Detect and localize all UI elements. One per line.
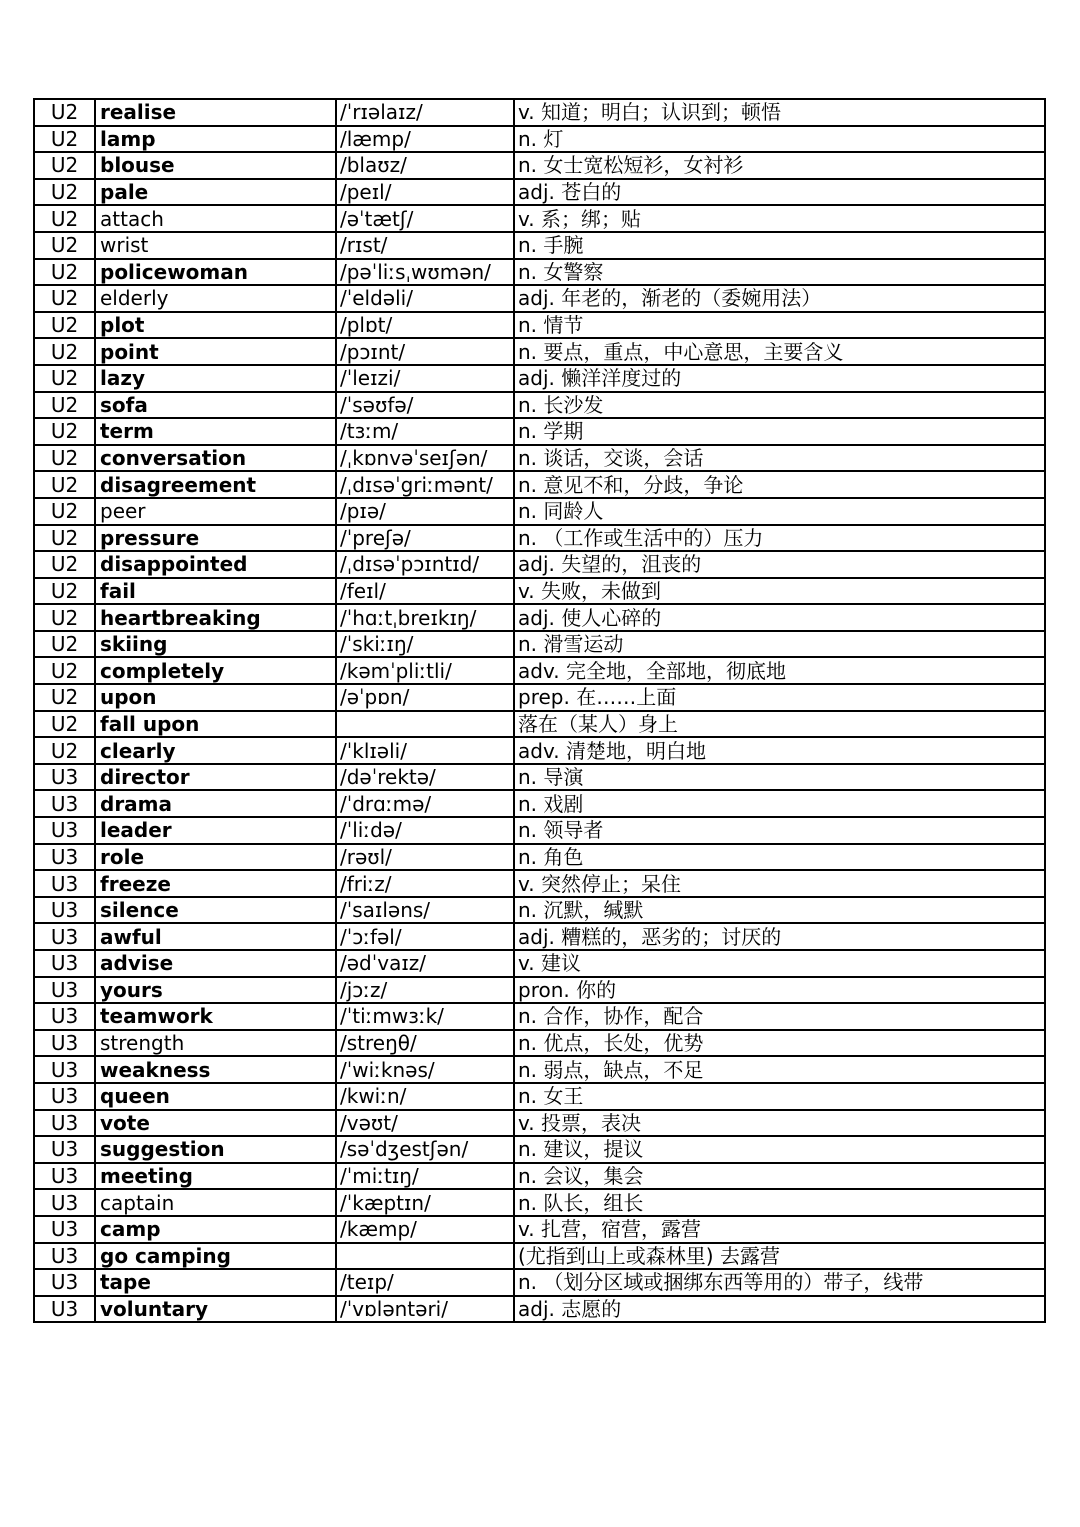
meaning-cell: n. 戏剧 [514, 790, 1045, 817]
word-cell: lamp [95, 126, 336, 153]
meaning-cell: adj. 志愿的 [514, 1296, 1045, 1323]
phonetic-cell: /ˈliːdə/ [336, 817, 514, 844]
word-cell: weakness [95, 1056, 336, 1083]
table-row [34, 338, 1045, 365]
table-row [34, 205, 1045, 232]
phonetic-cell: /dəˈrektə/ [336, 764, 514, 791]
table-row [34, 471, 1045, 498]
unit-cell: U2 [34, 232, 95, 259]
meaning-cell: adj. 年老的，渐老的（委婉用法） [514, 285, 1045, 312]
table-row [34, 1243, 1045, 1270]
vocabulary-table [33, 98, 1046, 1323]
meaning-cell: n. 领导者 [514, 817, 1045, 844]
phonetic-cell: /ˈkæptɪn/ [336, 1189, 514, 1216]
meaning-cell: n. 意见不和，分歧，争论 [514, 471, 1045, 498]
word-cell: policewoman [95, 259, 336, 286]
meaning-cell: adv. 完全地，全部地，彻底地 [514, 657, 1045, 684]
word-cell: attach [95, 205, 336, 232]
table-row [34, 498, 1045, 525]
word-cell: advise [95, 950, 336, 977]
word-cell: role [95, 844, 336, 871]
unit-cell: U3 [34, 1003, 95, 1030]
phonetic-cell: /ˈleɪzi/ [336, 365, 514, 392]
meaning-cell: n. 谈话，交谈，会话 [514, 445, 1045, 472]
meaning-cell: v. 建议 [514, 950, 1045, 977]
word-cell: point [95, 338, 336, 365]
table-row [34, 179, 1045, 206]
phonetic-cell: /kwiːn/ [336, 1083, 514, 1110]
unit-cell: U3 [34, 977, 95, 1004]
phonetic-cell [336, 711, 514, 738]
word-cell: teamwork [95, 1003, 336, 1030]
word-cell: captain [95, 1189, 336, 1216]
table-row [34, 312, 1045, 339]
phonetic-cell: /ˌkɒnvəˈseɪʃən/ [336, 445, 514, 472]
meaning-cell: n. 合作，协作，配合 [514, 1003, 1045, 1030]
word-cell: queen [95, 1083, 336, 1110]
word-cell: peer [95, 498, 336, 525]
word-cell: plot [95, 312, 336, 339]
unit-cell: U3 [34, 817, 95, 844]
meaning-cell: 落在（某人）身上 [514, 711, 1045, 738]
unit-cell: U3 [34, 1269, 95, 1296]
unit-cell: U2 [34, 418, 95, 445]
meaning-cell: adj. 使人心碎的 [514, 604, 1045, 631]
meaning-cell: n. （划分区域或捆绑东西等用的）带子，线带 [514, 1269, 1045, 1296]
word-cell: completely [95, 657, 336, 684]
table-row [34, 1110, 1045, 1137]
unit-cell: U3 [34, 897, 95, 924]
word-cell: realise [95, 99, 336, 126]
unit-cell: U3 [34, 1189, 95, 1216]
phonetic-cell: /ˈeldəli/ [336, 285, 514, 312]
table-row [34, 1083, 1045, 1110]
meaning-cell: n. 建议，提议 [514, 1136, 1045, 1163]
table-row [34, 1056, 1045, 1083]
unit-cell: U2 [34, 631, 95, 658]
unit-cell: U2 [34, 179, 95, 206]
phonetic-cell: /ˈvɒləntəri/ [336, 1296, 514, 1323]
meaning-cell: (尤指到山上或森林里) 去露营 [514, 1243, 1045, 1270]
word-cell: voluntary [95, 1296, 336, 1323]
word-cell: drama [95, 790, 336, 817]
meaning-cell: v. 突然停止；呆住 [514, 870, 1045, 897]
unit-cell: U3 [34, 870, 95, 897]
table-row [34, 897, 1045, 924]
word-cell: silence [95, 897, 336, 924]
phonetic-cell: /læmp/ [336, 126, 514, 153]
meaning-cell: v. 失败，未做到 [514, 578, 1045, 605]
word-cell: pale [95, 179, 336, 206]
table-row [34, 844, 1045, 871]
meaning-cell: pron. 你的 [514, 977, 1045, 1004]
unit-cell: U2 [34, 99, 95, 126]
meaning-cell: n. 手腕 [514, 232, 1045, 259]
phonetic-cell: /plɒt/ [336, 312, 514, 339]
phonetic-cell: /friːz/ [336, 870, 514, 897]
meaning-cell: n. 导演 [514, 764, 1045, 791]
phonetic-cell: /ədˈvaɪz/ [336, 950, 514, 977]
phonetic-cell: /feɪl/ [336, 578, 514, 605]
phonetic-cell [336, 1243, 514, 1270]
unit-cell: U3 [34, 1030, 95, 1057]
table-row [34, 285, 1045, 312]
table-row [34, 817, 1045, 844]
word-cell: director [95, 764, 336, 791]
word-cell: fail [95, 578, 336, 605]
unit-cell: U2 [34, 312, 95, 339]
word-cell: strength [95, 1030, 336, 1057]
unit-cell: U3 [34, 1136, 95, 1163]
table-row [34, 657, 1045, 684]
unit-cell: U2 [34, 498, 95, 525]
word-cell: sofa [95, 392, 336, 419]
meaning-cell: n. 情节 [514, 312, 1045, 339]
table-row [34, 1030, 1045, 1057]
table-row [34, 790, 1045, 817]
meaning-cell: n. 会议，集会 [514, 1163, 1045, 1190]
phonetic-cell: /ˈhɑːtˌbreɪkɪŋ/ [336, 604, 514, 631]
table-row [34, 551, 1045, 578]
table-row [34, 977, 1045, 1004]
word-cell: go camping [95, 1243, 336, 1270]
table-row [34, 631, 1045, 658]
table-row [34, 445, 1045, 472]
unit-cell: U2 [34, 259, 95, 286]
table-row [34, 684, 1045, 711]
meaning-cell: adj. 失望的，沮丧的 [514, 551, 1045, 578]
word-cell: disagreement [95, 471, 336, 498]
unit-cell: U2 [34, 471, 95, 498]
phonetic-cell: /ˈmiːtɪŋ/ [336, 1163, 514, 1190]
table-row [34, 365, 1045, 392]
unit-cell: U3 [34, 1083, 95, 1110]
meaning-cell: n. 滑雪运动 [514, 631, 1045, 658]
table-row [34, 737, 1045, 764]
table-row [34, 1269, 1045, 1296]
meaning-cell: n. 学期 [514, 418, 1045, 445]
phonetic-cell: /ˈɔːfəl/ [336, 923, 514, 950]
unit-cell: U3 [34, 1163, 95, 1190]
unit-cell: U2 [34, 525, 95, 552]
phonetic-cell: /ˈklɪəli/ [336, 737, 514, 764]
table-row [34, 764, 1045, 791]
phonetic-cell: /rəʊl/ [336, 844, 514, 871]
word-cell: vote [95, 1110, 336, 1137]
table-row [34, 99, 1045, 126]
phonetic-cell: /pəˈliːsˌwʊmən/ [336, 259, 514, 286]
phonetic-cell: /ˈwiːknəs/ [336, 1056, 514, 1083]
word-cell: skiing [95, 631, 336, 658]
unit-cell: U2 [34, 285, 95, 312]
word-cell: clearly [95, 737, 336, 764]
table-row [34, 1189, 1045, 1216]
table-row [34, 392, 1045, 419]
unit-cell: U3 [34, 844, 95, 871]
word-cell: elderly [95, 285, 336, 312]
meaning-cell: n. 女王 [514, 1083, 1045, 1110]
unit-cell: U2 [34, 711, 95, 738]
meaning-cell: n. 角色 [514, 844, 1045, 871]
phonetic-cell: /ˈskiːɪŋ/ [336, 631, 514, 658]
phonetic-cell: /kəmˈpliːtli/ [336, 657, 514, 684]
meaning-cell: n. 优点，长处，优势 [514, 1030, 1045, 1057]
unit-cell: U3 [34, 1056, 95, 1083]
unit-cell: U2 [34, 578, 95, 605]
unit-cell: U3 [34, 950, 95, 977]
unit-cell: U2 [34, 365, 95, 392]
table-row [34, 1296, 1045, 1323]
word-cell: pressure [95, 525, 336, 552]
phonetic-cell: /pɪə/ [336, 498, 514, 525]
table-row [34, 232, 1045, 259]
word-cell: awful [95, 923, 336, 950]
phonetic-cell: /pɔɪnt/ [336, 338, 514, 365]
phonetic-cell: /ˈtiːmwɜːk/ [336, 1003, 514, 1030]
unit-cell: U2 [34, 152, 95, 179]
word-cell: term [95, 418, 336, 445]
phonetic-cell: /kæmp/ [336, 1216, 514, 1243]
phonetic-cell: /rɪst/ [336, 232, 514, 259]
table-row [34, 1136, 1045, 1163]
word-cell: heartbreaking [95, 604, 336, 631]
word-cell: suggestion [95, 1136, 336, 1163]
phonetic-cell: /jɔːz/ [336, 977, 514, 1004]
meaning-cell: n. 要点，重点，中心意思，主要含义 [514, 338, 1045, 365]
unit-cell: U3 [34, 1296, 95, 1323]
unit-cell: U2 [34, 126, 95, 153]
meaning-cell: prep. 在……上面 [514, 684, 1045, 711]
phonetic-cell: /ˈrɪəlaɪz/ [336, 99, 514, 126]
meaning-cell: adj. 懒洋洋度过的 [514, 365, 1045, 392]
meaning-cell: n. 队长，组长 [514, 1189, 1045, 1216]
phonetic-cell: /əˈpɒn/ [336, 684, 514, 711]
vocabulary-table-body [34, 99, 1045, 1322]
phonetic-cell: /ˈpreʃə/ [336, 525, 514, 552]
word-cell: wrist [95, 232, 336, 259]
meaning-cell: n. 同龄人 [514, 498, 1045, 525]
meaning-cell: v. 系；绑；贴 [514, 205, 1045, 232]
meaning-cell: adj. 糟糕的，恶劣的；讨厌的 [514, 923, 1045, 950]
table-row [34, 578, 1045, 605]
table-row [34, 711, 1045, 738]
table-row [34, 126, 1045, 153]
meaning-cell: adv. 清楚地，明白地 [514, 737, 1045, 764]
phonetic-cell: /streŋθ/ [336, 1030, 514, 1057]
phonetic-cell: /blaʊz/ [336, 152, 514, 179]
meaning-cell: v. 投票，表决 [514, 1110, 1045, 1137]
phonetic-cell: /peɪl/ [336, 179, 514, 206]
word-cell: upon [95, 684, 336, 711]
phonetic-cell: /ˈdrɑːmə/ [336, 790, 514, 817]
meaning-cell: adj. 苍白的 [514, 179, 1045, 206]
phonetic-cell: /əˈtætʃ/ [336, 205, 514, 232]
unit-cell: U3 [34, 923, 95, 950]
table-row [34, 923, 1045, 950]
table-row [34, 870, 1045, 897]
unit-cell: U2 [34, 205, 95, 232]
word-cell: blouse [95, 152, 336, 179]
phonetic-cell: /tɜːm/ [336, 418, 514, 445]
table-row [34, 418, 1045, 445]
phonetic-cell: /vəʊt/ [336, 1110, 514, 1137]
table-row [34, 1216, 1045, 1243]
unit-cell: U3 [34, 790, 95, 817]
phonetic-cell: /ˌdɪsəˈgriːmənt/ [336, 471, 514, 498]
unit-cell: U2 [34, 684, 95, 711]
unit-cell: U3 [34, 1216, 95, 1243]
unit-cell: U2 [34, 445, 95, 472]
meaning-cell: n. 长沙发 [514, 392, 1045, 419]
table-row [34, 152, 1045, 179]
word-cell: tape [95, 1269, 336, 1296]
meaning-cell: v. 扎营，宿营，露营 [514, 1216, 1045, 1243]
unit-cell: U2 [34, 604, 95, 631]
word-cell: lazy [95, 365, 336, 392]
meaning-cell: n. 灯 [514, 126, 1045, 153]
phonetic-cell: /səˈdʒestʃən/ [336, 1136, 514, 1163]
table-row [34, 1163, 1045, 1190]
phonetic-cell: /ˈsəʊfə/ [336, 392, 514, 419]
table-row [34, 604, 1045, 631]
meaning-cell: n. 弱点，缺点，不足 [514, 1056, 1045, 1083]
unit-cell: U2 [34, 338, 95, 365]
unit-cell: U3 [34, 1110, 95, 1137]
word-cell: yours [95, 977, 336, 1004]
word-cell: leader [95, 817, 336, 844]
meaning-cell: n. 女警察 [514, 259, 1045, 286]
phonetic-cell: /ˈsaɪləns/ [336, 897, 514, 924]
phonetic-cell: /ˌdɪsəˈpɔɪntɪd/ [336, 551, 514, 578]
phonetic-cell: /teɪp/ [336, 1269, 514, 1296]
word-cell: disappointed [95, 551, 336, 578]
table-row [34, 950, 1045, 977]
unit-cell: U2 [34, 392, 95, 419]
unit-cell: U3 [34, 1243, 95, 1270]
word-cell: fall upon [95, 711, 336, 738]
unit-cell: U3 [34, 764, 95, 791]
table-row [34, 259, 1045, 286]
word-cell: conversation [95, 445, 336, 472]
unit-cell: U2 [34, 551, 95, 578]
unit-cell: U2 [34, 737, 95, 764]
word-cell: camp [95, 1216, 336, 1243]
table-row [34, 1003, 1045, 1030]
table-row [34, 525, 1045, 552]
meaning-cell: n. 女士宽松短衫，女衬衫 [514, 152, 1045, 179]
meaning-cell: n. 沉默，缄默 [514, 897, 1045, 924]
unit-cell: U2 [34, 657, 95, 684]
meaning-cell: v. 知道；明白；认识到；顿悟 [514, 99, 1045, 126]
word-cell: meeting [95, 1163, 336, 1190]
word-cell: freeze [95, 870, 336, 897]
meaning-cell: n. （工作或生活中的）压力 [514, 525, 1045, 552]
